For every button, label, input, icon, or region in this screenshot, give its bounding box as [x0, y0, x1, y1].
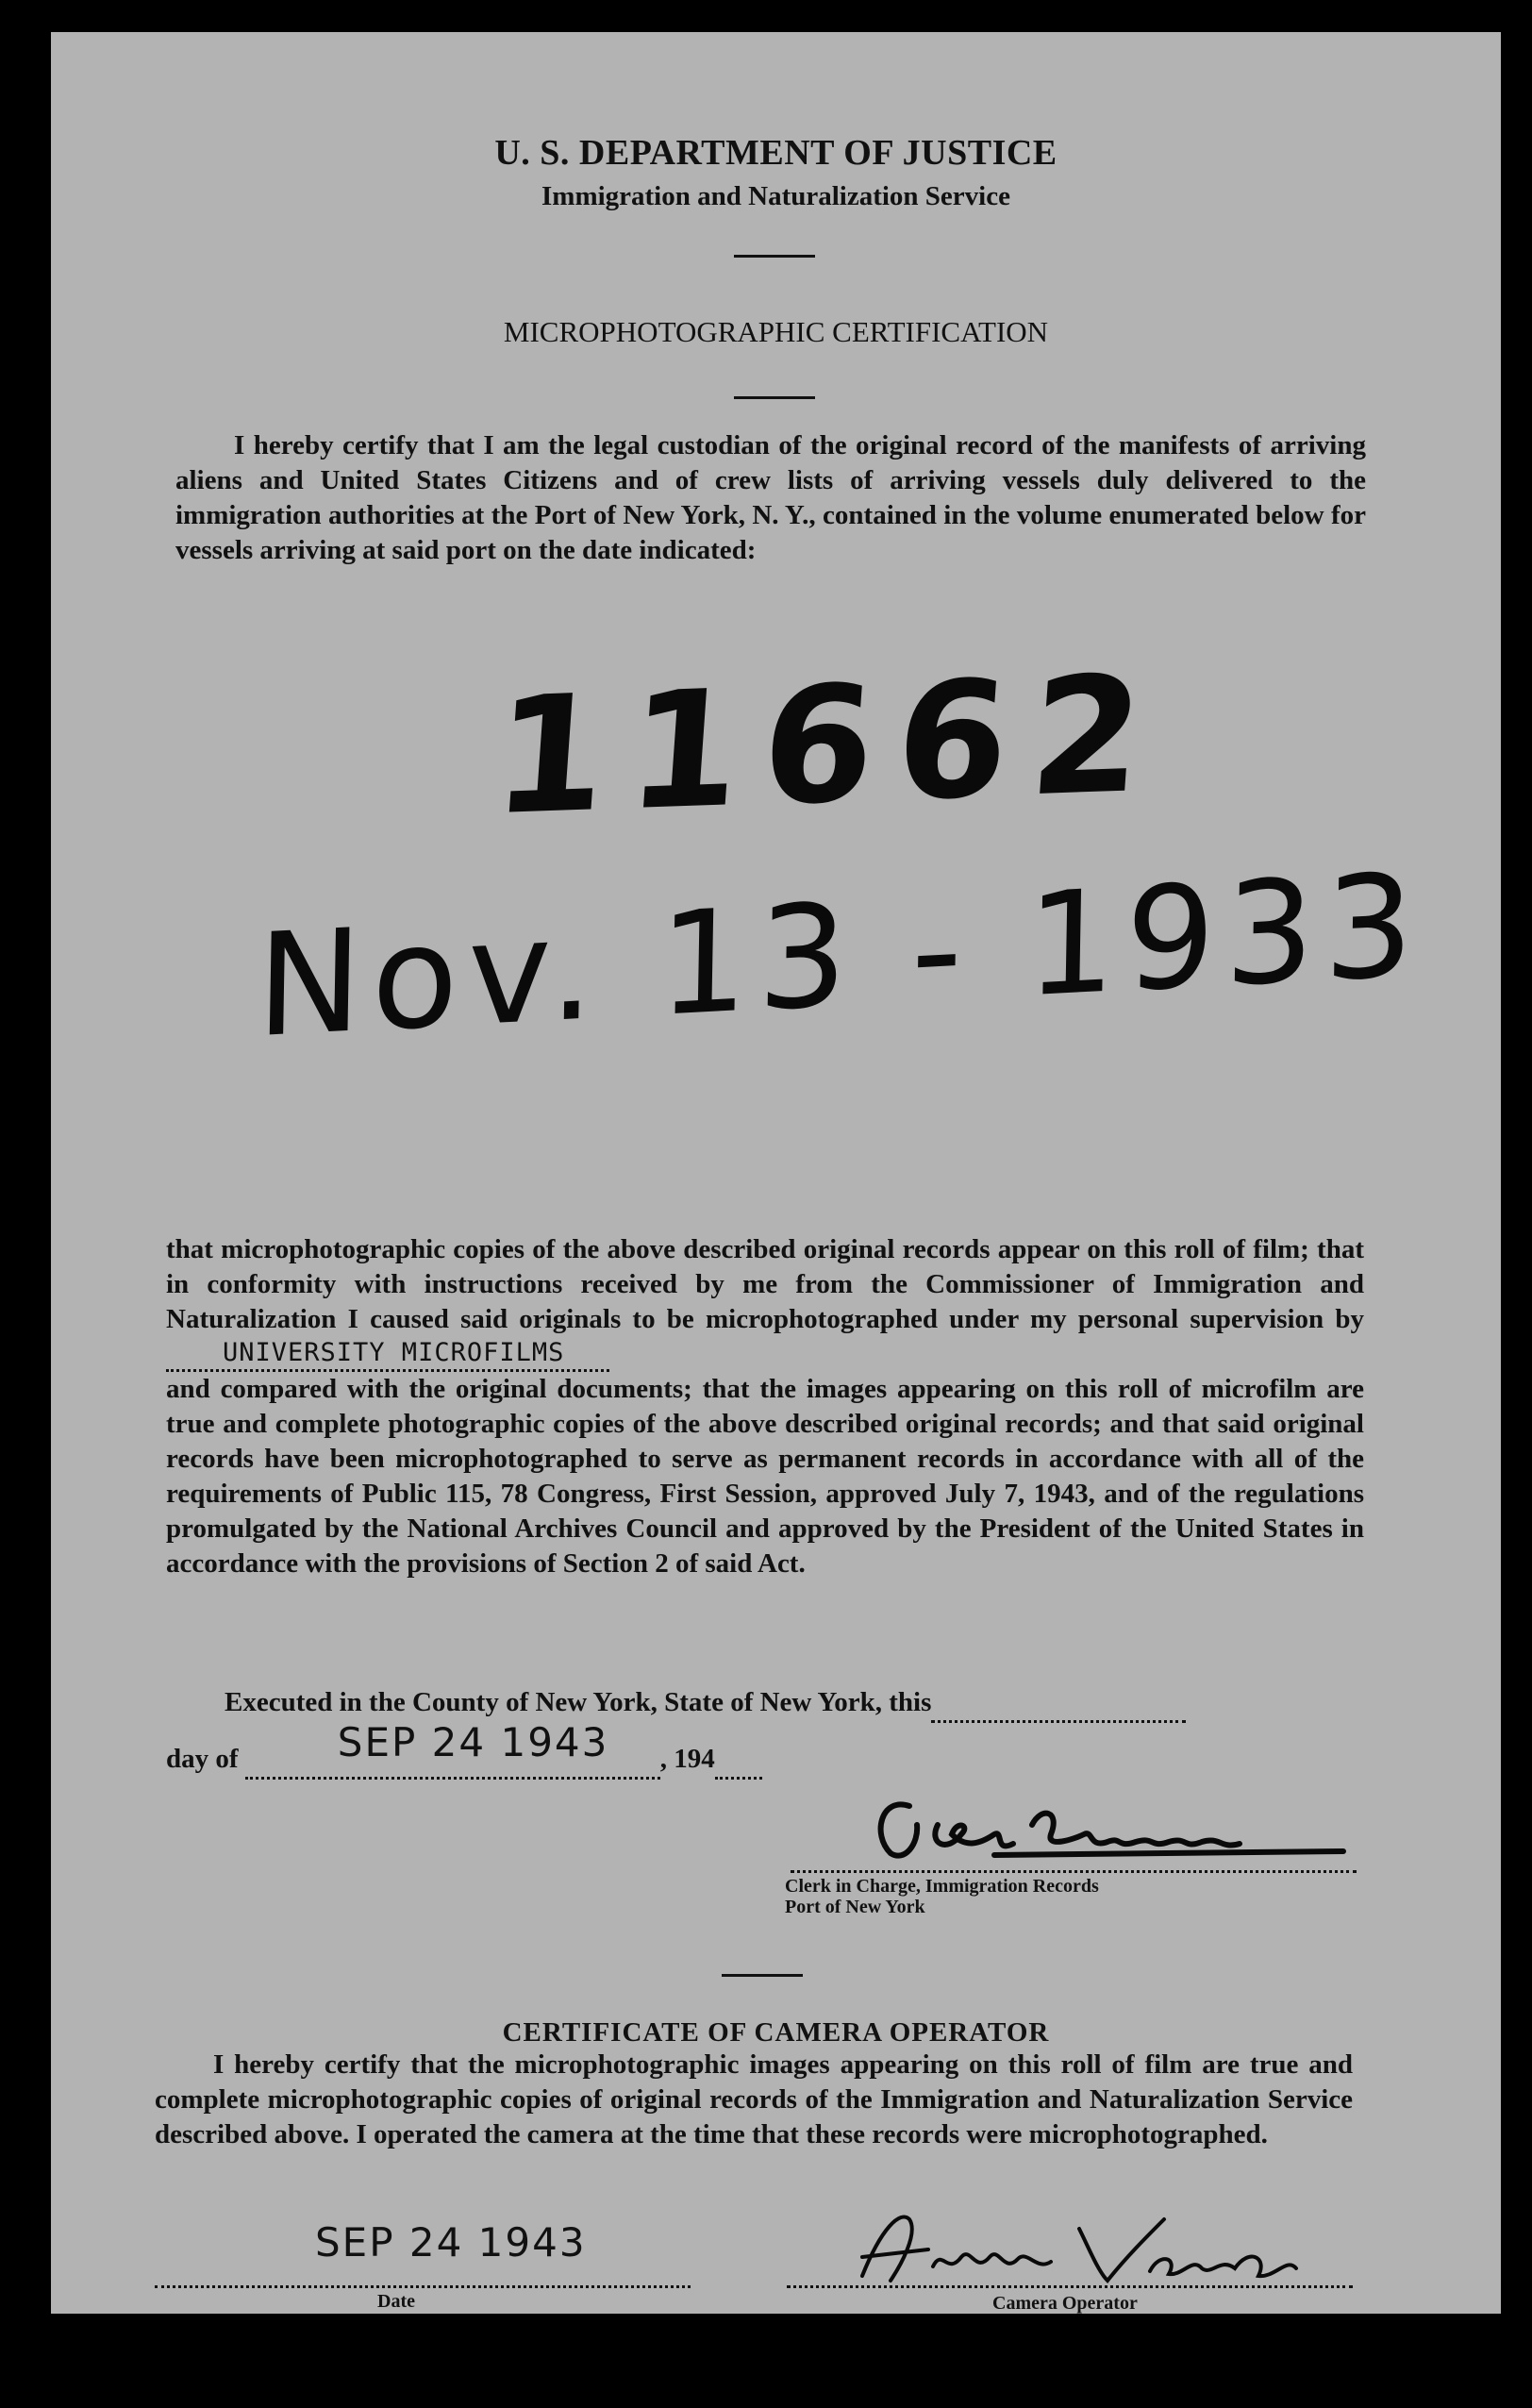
certification-body [166, 1232, 1364, 1581]
clerk-title-line1: Clerk in Charge, Immigration Records [785, 1876, 1099, 1897]
camera-date-line [155, 2278, 691, 2288]
certification-body-part1: that microphotographic copies of the above described original records appear on this roll of film; that in conformity with instructions received by me from the Commissioner of Immigration and Naturalization I caused said originals to be microphotographed under my personal supervision by [166, 1234, 1364, 1334]
year-prefix: , 194 [659, 1744, 715, 1774]
camera-operator-label: Camera Operator [992, 2293, 1138, 2314]
certificate-page [51, 32, 1501, 2314]
handwritten-volume-number: 11662 [488, 640, 1172, 852]
day-of-date-line [245, 1719, 660, 1780]
divider [734, 255, 815, 258]
certification-body-part2: and compared with the original documents; that the images appearing on this roll of microfilm are true and complete photographic copies of the above described original records; and that said original records have been microphotographed to serve as permanent records in accordance with all of the requirements of Public 115, 78 Congress, First Session, approved July 7, 1943, and of the regulations promulgated by the National Archives Council and approved by the President of the United States in accordance with the provisions of Section 2 of said Act. [166, 1374, 1364, 1579]
department-heading: U. S. DEPARTMENT OF JUSTICE [494, 133, 1057, 173]
camera-date-label: Date [377, 2291, 415, 2312]
day-of-label: day of [166, 1744, 239, 1774]
camera-date-stamp: SEP 24 1943 [315, 2219, 587, 2266]
clerk-title-line2: Port of New York [785, 1897, 925, 1917]
divider [734, 396, 815, 399]
handwritten-arrival-date: Nov. 13 - 1933 [255, 843, 1425, 1070]
supervisor-line [166, 1338, 609, 1372]
year-suffix-line [715, 1742, 762, 1780]
camera-certificate-text: I hereby certify that the microphotographic images appearing on this roll of film are true and complete microphotographic copies of original records of the Immigration and Naturalization Service described above. I operated the camera at the time that these records were microphotographed. [155, 2049, 1353, 2149]
service-subheading: Immigration and Naturalization Service [541, 181, 1010, 211]
executed-text: Executed in the County of New York, State of New York, this [225, 1687, 932, 1717]
certification-intro: I hereby certify that I am the legal custodian of the original record of the manifests of arriving aliens and United States Citizens and of crew lists of arriving vessels duly delivered to the immigration authorities at the Port of New York, N. Y., contained in the volume enumerated below for vessels arriving at said port on the date indicated: [175, 430, 1366, 565]
camera-operator-signature [824, 2191, 1334, 2295]
divider [722, 1974, 803, 1977]
form-title: MICROPHOTOGRAPHIC CERTIFICATION [503, 315, 1049, 348]
clerk-signature [853, 1768, 1362, 1872]
camera-certificate-title: CERTIFICATE OF CAMERA OPERATOR [502, 2017, 1050, 2048]
executed-day-line [931, 1685, 1186, 1723]
supervisor-typed-text: UNIVERSITY MICROFILMS [223, 1338, 565, 1367]
executed-line [166, 1685, 1364, 1723]
day-of-date-stamp: SEP 24 1943 [337, 1719, 609, 1765]
